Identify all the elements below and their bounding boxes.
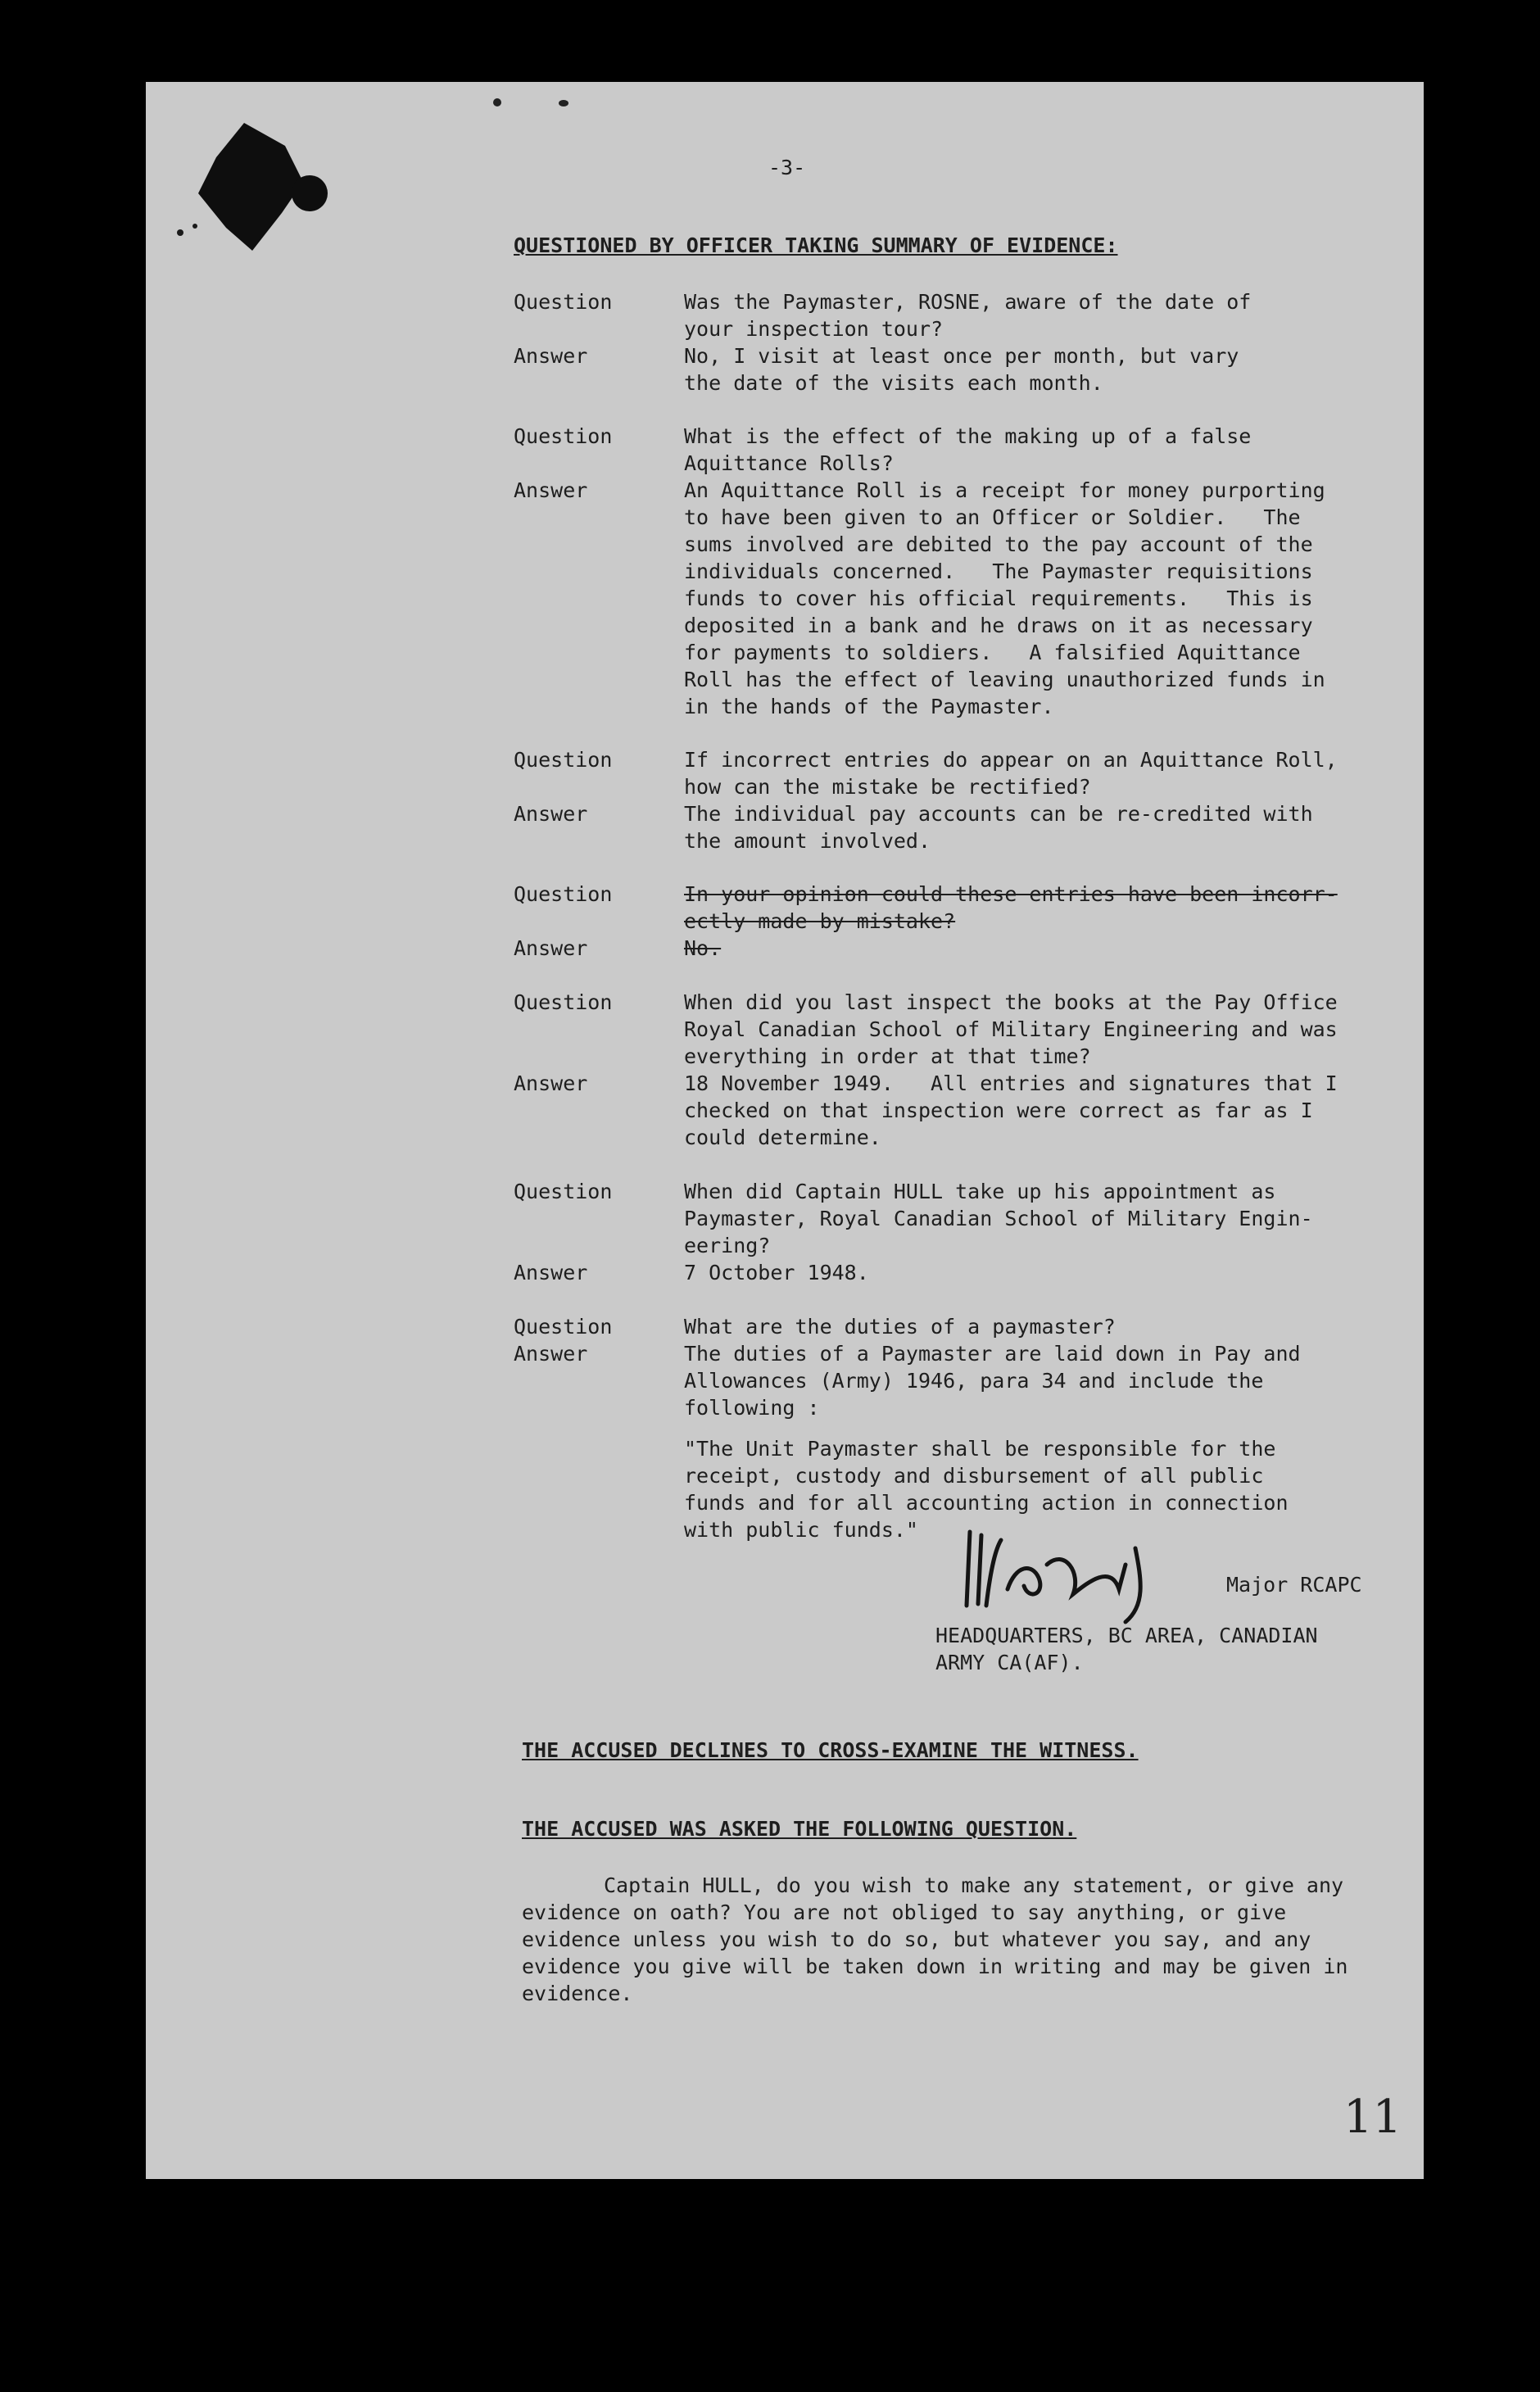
qa-line: An Aquittance Roll is a receipt for money purporting [684, 478, 1325, 502]
qa-line: Aquittance Rolls? [684, 451, 894, 475]
qa-line: eering? [684, 1234, 771, 1257]
qa-line: Allowances (Army) 1946, para 34 and include the [684, 1369, 1264, 1393]
qa-label: Answer [514, 936, 588, 960]
qa-line: the date of the visits each month. [684, 371, 1103, 395]
qa-line-struck: ectly made by mistake? [684, 909, 956, 933]
qa-line: checked on that inspection were correct as far as I [684, 1099, 1313, 1122]
qa-line: Roll has the effect of leaving unauthorized funds in [684, 668, 1325, 691]
qa-line: Paymaster, Royal Canadian School of Military Engin- [684, 1207, 1313, 1230]
qa-line-struck: In your opinion could these entries have been incorr- [684, 882, 1338, 906]
qa-label: Question [514, 990, 613, 1014]
qa-line: Royal Canadian School of Military Engineering and was [684, 1017, 1338, 1041]
page-number: -3- [768, 156, 806, 179]
qa-line: The individual pay accounts can be re-credited with [684, 802, 1313, 826]
qa-line: When did you last inspect the books at the Pay Office [684, 990, 1338, 1014]
ink-blot [164, 98, 360, 279]
qa-label: Answer [514, 1342, 588, 1366]
signature-hq-line: ARMY CA(AF). [935, 1651, 1084, 1674]
qa-line: 18 November 1949. All entries and signatures that I [684, 1071, 1338, 1095]
declines-heading: THE ACCUSED DECLINES TO CROSS-EXAMINE THE WITNESS. [522, 1738, 1139, 1762]
qa-line: deposited in a bank and he draws on it as necessary [684, 614, 1313, 637]
quote-line: receipt, custody and disbursement of all public [684, 1464, 1264, 1488]
qa-label: Answer [514, 344, 588, 368]
qa-line: could determine. [684, 1126, 881, 1149]
qa-label: Question [514, 1315, 613, 1339]
qa-line: how can the mistake be rectified? [684, 775, 1091, 799]
qa-line: everything in order at that time? [684, 1044, 1091, 1068]
section-heading: QUESTIONED BY OFFICER TAKING SUMMARY OF EVIDENCE: [514, 233, 1118, 257]
qa-label: Question [514, 882, 613, 906]
quote-line: funds and for all accounting action in connection [684, 1491, 1289, 1515]
qa-label: Question [514, 1180, 613, 1203]
qa-line: in the hands of the Paymaster. [684, 695, 1054, 718]
qa-label: Question [514, 290, 613, 314]
qa-label: Answer [514, 1071, 588, 1095]
qa-line: funds to cover his official requirements. This is [684, 587, 1313, 610]
punch-mark-left [493, 98, 501, 106]
qa-label: Answer [514, 478, 588, 502]
qa-label: Answer [514, 802, 588, 826]
qa-line: The duties of a Paymaster are laid down in Pay and [684, 1342, 1301, 1366]
qa-line: If incorrect entries do appear on an Aquittance Roll, [684, 748, 1338, 772]
caution-paragraph: Captain HULL, do you wish to make any statement, or give any evidence on oath? You are not obliged to say anything, or give evidence unless you wish to do so, but whatever you say, and any evidence you give will be taken down in writing and may be given in evidence. [522, 1873, 1348, 2005]
qa-label: Answer [514, 1261, 588, 1284]
qa-label: Question [514, 424, 613, 448]
qa-line: What are the duties of a paymaster? [684, 1315, 1116, 1339]
qa-line: following : [684, 1396, 820, 1420]
signature-rank: Major RCAPC [1226, 1573, 1362, 1597]
qa-line: When did Captain HULL take up his appointment as [684, 1180, 1276, 1203]
handwritten-signature [950, 1515, 1163, 1630]
qa-line: Was the Paymaster, ROSNE, aware of the date of [684, 290, 1252, 314]
qa-line: the amount involved. [684, 829, 931, 853]
quote-line: with public funds." [684, 1518, 918, 1542]
qa-line: sums involved are debited to the pay account of the [684, 532, 1313, 556]
qa-line: to have been given to an Officer or Soldier. The [684, 505, 1301, 529]
qa-line-struck: No. [684, 936, 722, 960]
asked-heading: THE ACCUSED WAS ASKED THE FOLLOWING QUESTION. [522, 1817, 1077, 1841]
punch-mark-right [559, 100, 568, 106]
quote-line: "The Unit Paymaster shall be responsible for the [684, 1437, 1276, 1461]
signature-hq-line: HEADQUARTERS, BC AREA, CANADIAN [935, 1624, 1318, 1647]
qa-line: your inspection tour? [684, 317, 944, 341]
qa-line: 7 October 1948. [684, 1261, 869, 1284]
qa-label: Question [514, 748, 613, 772]
folio-number: 11 [1343, 2091, 1402, 2144]
qa-line: for payments to soldiers. A falsified Aquittance [684, 641, 1301, 664]
qa-line: individuals concerned. The Paymaster requisitions [684, 559, 1313, 583]
qa-line: No, I visit at least once per month, but vary [684, 344, 1239, 368]
qa-line: What is the effect of the making up of a false [684, 424, 1252, 448]
